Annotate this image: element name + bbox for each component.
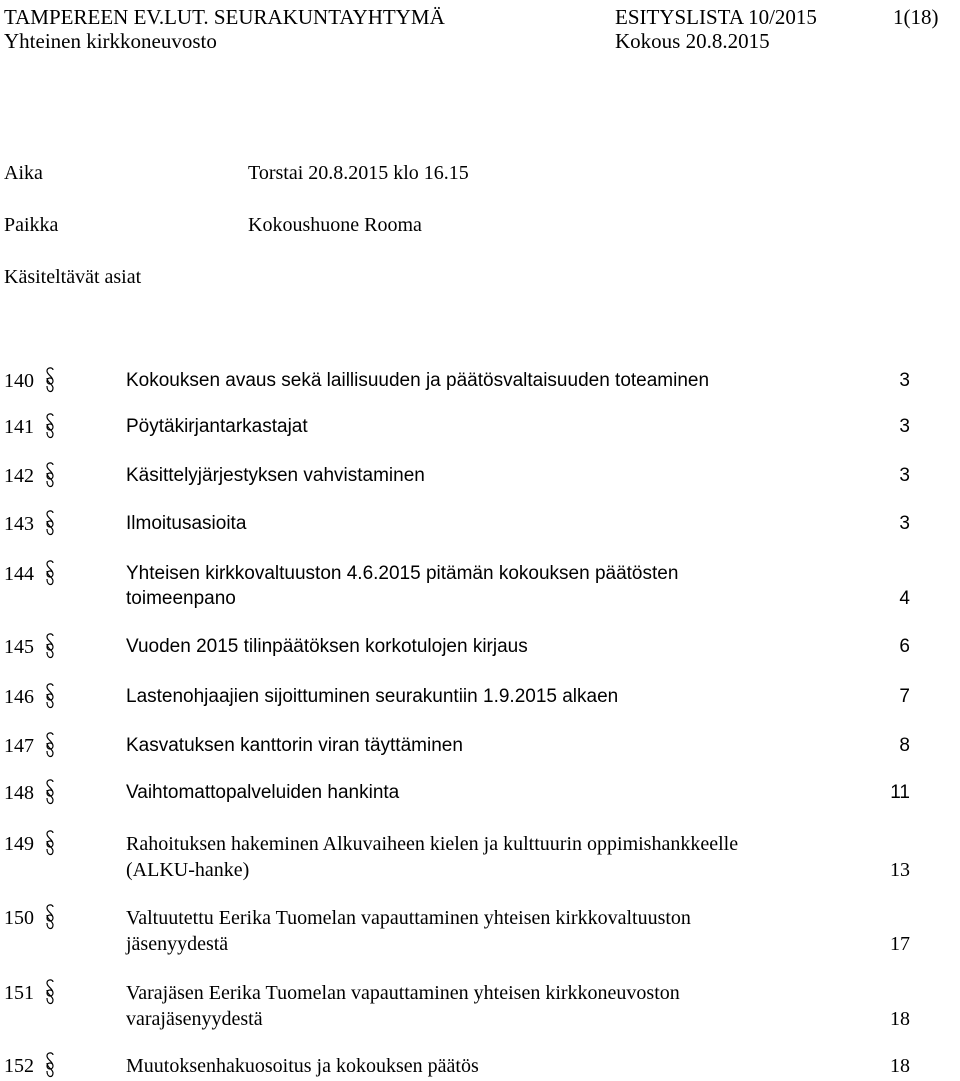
section-sign-icon bbox=[44, 632, 56, 662]
item-page: 3 bbox=[899, 370, 910, 391]
item-page: 4 bbox=[899, 588, 910, 609]
item-number: 150 bbox=[4, 907, 34, 929]
item-title: Vaihtomattopalveluiden hankinta bbox=[126, 782, 400, 803]
item-number: 143 bbox=[4, 513, 34, 535]
item-page: 3 bbox=[899, 513, 910, 534]
item-number: 146 bbox=[4, 686, 34, 708]
section-sign-icon bbox=[44, 829, 56, 859]
item-title: Rahoituksen hakeminen Alkuvaiheen kielen ja kulttuurin oppimishankkeelle bbox=[126, 833, 739, 855]
item-number: 151 bbox=[4, 982, 34, 1004]
item-number: 142 bbox=[4, 465, 34, 487]
time-label: Aika bbox=[4, 162, 43, 184]
time-value: Torstai 20.8.2015 klo 16.15 bbox=[248, 162, 469, 184]
item-number: 148 bbox=[4, 782, 34, 804]
item-page: 18 bbox=[890, 1055, 910, 1077]
item-number: 144 bbox=[4, 563, 34, 585]
items-heading: Käsiteltävät asiat bbox=[4, 266, 142, 288]
item-title: Varajäsen Eerika Tuomelan vapauttaminen yhteisen kirkkoneuvoston bbox=[126, 982, 680, 1004]
item-page: 7 bbox=[899, 686, 910, 707]
item-number: 141 bbox=[4, 416, 34, 438]
section-sign-icon bbox=[44, 412, 56, 442]
item-page: 11 bbox=[890, 782, 910, 803]
item-title-continued: (ALKU-hanke) bbox=[126, 859, 250, 881]
section-sign-icon bbox=[44, 461, 56, 491]
section-sign-icon bbox=[44, 366, 56, 396]
item-title: Pöytäkirjantarkastajat bbox=[126, 416, 308, 437]
item-number: 145 bbox=[4, 636, 34, 658]
item-title: Lastenohjaajien sijoittuminen seurakuntiin 1.9.2015 alkaen bbox=[126, 686, 619, 707]
item-title-continued: toimeenpano bbox=[126, 588, 236, 609]
item-number: 147 bbox=[4, 735, 34, 757]
item-title: Yhteisen kirkkovaltuuston 4.6.2015 pitämän kokouksen päätösten bbox=[126, 563, 679, 584]
item-title-continued: jäsenyydestä bbox=[126, 933, 229, 955]
item-title: Käsittelyjärjestyksen vahvistaminen bbox=[126, 465, 425, 486]
item-page: 18 bbox=[890, 1008, 910, 1030]
org-name: TAMPEREEN EV.LUT. SEURAKUNTAYHTYMÄ bbox=[4, 5, 445, 29]
section-sign-icon bbox=[44, 509, 56, 539]
section-sign-icon bbox=[44, 978, 56, 1008]
document-id: ESITYSLISTA 10/2015 bbox=[615, 5, 817, 29]
item-title: Kasvatuksen kanttorin viran täyttäminen bbox=[126, 735, 463, 756]
item-title: Valtuutettu Eerika Tuomelan vapauttaminen yhteisen kirkkovaltuuston bbox=[126, 907, 691, 929]
item-title: Kokouksen avaus sekä laillisuuden ja päätösvaltaisuuden toteaminen bbox=[126, 370, 710, 391]
place-label: Paikka bbox=[4, 214, 59, 236]
item-page: 13 bbox=[890, 859, 910, 881]
item-title: Muutoksenhakuosoitus ja kokouksen päätös bbox=[126, 1055, 479, 1077]
item-page: 6 bbox=[899, 636, 910, 657]
item-page: 17 bbox=[890, 933, 910, 955]
section-sign-icon bbox=[44, 559, 56, 589]
section-sign-icon bbox=[44, 682, 56, 712]
item-title: Ilmoitusasioita bbox=[126, 513, 247, 534]
body-name: Yhteinen kirkkoneuvosto bbox=[4, 29, 217, 53]
page-number: 1(18) bbox=[893, 5, 939, 29]
item-number: 149 bbox=[4, 833, 34, 855]
item-number: 152 bbox=[4, 1055, 34, 1077]
item-title-continued: varajäsenyydestä bbox=[126, 1008, 263, 1030]
item-page: 8 bbox=[899, 735, 910, 756]
item-page: 3 bbox=[899, 416, 910, 437]
section-sign-icon bbox=[44, 1051, 56, 1081]
item-title: Vuoden 2015 tilinpäätöksen korkotulojen kirjaus bbox=[126, 636, 528, 657]
section-sign-icon bbox=[44, 778, 56, 808]
meeting-date: Kokous 20.8.2015 bbox=[615, 29, 770, 53]
item-page: 3 bbox=[899, 465, 910, 486]
section-sign-icon bbox=[44, 903, 56, 933]
place-value: Kokoushuone Rooma bbox=[248, 214, 422, 236]
section-sign-icon bbox=[44, 731, 56, 761]
item-number: 140 bbox=[4, 370, 34, 392]
